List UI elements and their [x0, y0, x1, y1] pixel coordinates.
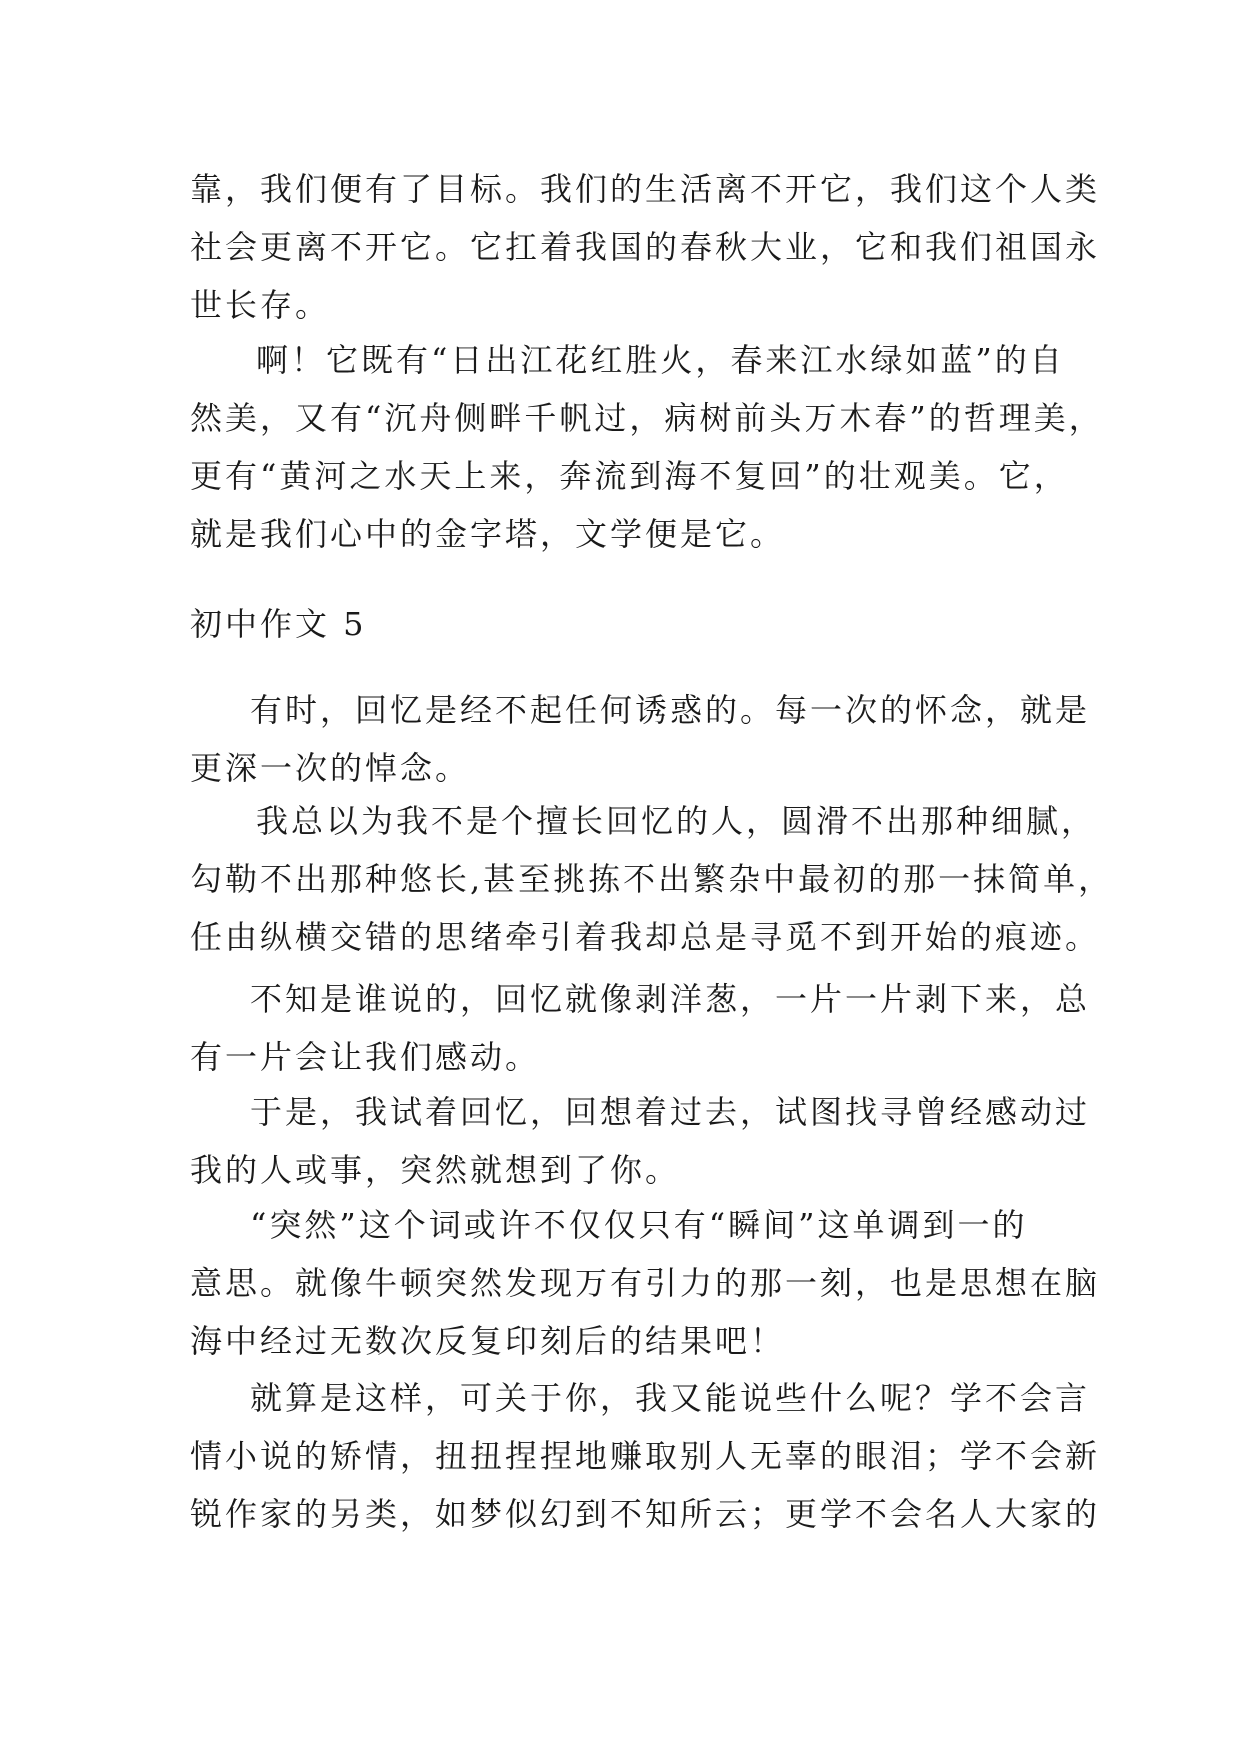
section-title-block	[190, 595, 1050, 653]
text-line: 然美，又有“沉舟侧畔千帆过，病树前头万木春”的哲理美，	[190, 399, 1104, 437]
text-line: 更深一次的悼念。	[190, 749, 471, 787]
paragraph-block8	[190, 1369, 1101, 1543]
text-line: 锐作家的另类，如梦似幻到不知所云；更学不会名人大家的	[190, 1495, 1101, 1533]
paragraph-block3	[190, 681, 1091, 797]
text-line: 有一片会让我们感动。	[190, 1038, 541, 1076]
paragraph-block4	[190, 792, 1114, 966]
paragraph-block1	[190, 160, 1101, 334]
paragraph-block7	[190, 1196, 1101, 1370]
text-line: 勾勒不出那种悠长,甚至挑拣不出繁杂中最初的那一抹简单，	[190, 860, 1114, 898]
text-line: 情小说的矫情，扭扭捏捏地赚取别人无辜的眼泪；学不会新	[190, 1437, 1101, 1475]
text-line: “突然”这个词或许不仅仅只有“瞬间”这单调到一的	[250, 1206, 1028, 1244]
text-line: 就是我们心中的金字塔，文学便是它。	[190, 515, 786, 553]
text-line: 有时，回忆是经不起任何诱惑的。每一次的怀念，就是	[250, 691, 1091, 729]
text-line: 我总以为我不是个擅长回忆的人，圆滑不出那种细腻，	[256, 802, 1097, 840]
paragraph-block2	[190, 331, 1104, 563]
text-line: 海中经过无数次反复印刻后的结果吧！	[190, 1322, 786, 1360]
text-line: 啊！它既有“日出江花红胜火，春来江水绿如蓝”的自	[256, 341, 1065, 379]
text-line: 意思。就像牛顿突然发现万有引力的那一刻，也是思想在脑	[190, 1264, 1101, 1302]
text-line: 我的人或事，突然就想到了你。	[190, 1151, 681, 1189]
text-line: 就算是这样，可关于你，我又能说些什么呢？学不会言	[250, 1379, 1091, 1417]
text-line: 社会更离不开它。它扛着我国的春秋大业，它和我们祖国永	[190, 228, 1101, 266]
section-title: 初中作文 5	[190, 605, 367, 643]
text-line: 更有“黄河之水天上来，奔流到海不复回”的壮观美。它，	[190, 457, 1069, 495]
text-line: 世长存。	[190, 286, 331, 324]
text-line: 靠，我们便有了目标。我们的生活离不开它，我们这个人类	[190, 170, 1101, 208]
paragraph-block5	[190, 970, 1091, 1086]
paragraph-block6	[190, 1083, 1091, 1199]
text-line: 任由纵横交错的思绪牵引着我却总是寻觅不到开始的痕迹。	[190, 918, 1101, 956]
text-line: 于是，我试着回忆，回想着过去，试图找寻曾经感动过	[250, 1093, 1091, 1131]
text-line: 不知是谁说的，回忆就像剥洋葱，一片一片剥下来，总	[250, 980, 1091, 1018]
